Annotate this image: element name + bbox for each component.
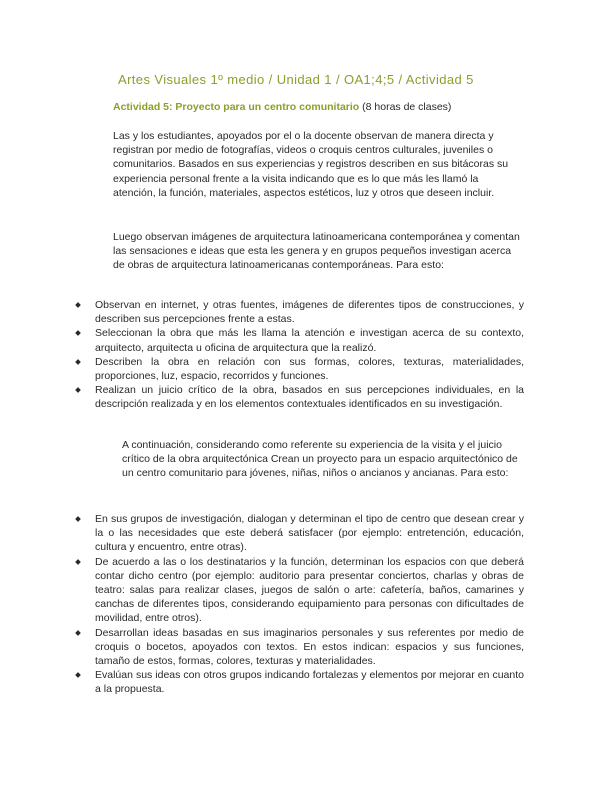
research-steps-list [95,298,524,412]
project-steps-list [95,512,524,697]
bullet-icon [75,516,81,522]
activity-hours: (8 horas de clases) [359,101,452,113]
list-item: De acuerdo a las o los destinatarios y la función, determinan los espacios con que deberá contar dicho centro (por ejemplo: auditorio para presentar conciertos, charlas y obras de teatro: salas para realizar clases, juegos de salón o arte: cafetería, baños, camarines y canchas de diferentes tipos, considerando equipamiento para personas con dificultades de movilidad, entre otros). [95,555,524,626]
list-item: Describen la obra en relación con sus formas, colores, texturas, materialidades, proporciones, luz, espacio, recorridos y funciones. [95,355,524,383]
list-item: Desarrollan ideas basadas en sus imaginarios personales y sus referentes por medio de croquis o bocetos, apoyados con textos. En estos indican: espacios y sus funciones, tamaño de estos, formas, colores, texturas y materialidades. [95,626,524,669]
list-item: Seleccionan la obra que más les llama la atención e investigan acerca de su contexto, arquitecto, arquitecta u oficina de arquitectura que la realizó. [95,326,524,354]
paragraph-intro: Las y los estudiantes, apoyados por el o la docente observan de manera directa y registran por medio de fotografías, videos o croquis centros culturales, juveniles o comunitarios. Basados en sus experiencias y registros describen en sus bitácoras su experiencia personal frente a la visita indicando que es lo que más les llamó la atención, la función, materiales, aspectos estéticos, luz y otros que deseen incluir. [113,130,509,199]
bullet-icon [75,302,81,308]
paragraph-project: A continuación, considerando como referente su experiencia de la visita y el juicio crítico de la obra arquitectónica Crean un proyecto para un espacio arquitectónico de un centro comunitario para jóvenes, niñas, niños o ancianos y ancianas. Para esto: [122,439,518,480]
bullet-icon [75,630,81,636]
page-title: Artes Visuales 1º medio / Unidad 1 / OA1;4;5 / Actividad 5 [118,72,474,87]
list-item: Realizan un juicio crítico de la obra, basados en sus percepciones individuales, en la descripción realizada y en los elementos contextuales identificados en su investigación. [95,383,524,411]
activity-title: Actividad 5: Proyecto para un centro comunitario [113,101,360,113]
paragraph-research: Luego observan imágenes de arquitectura latinoamericana contemporánea y comentan las sensaciones e ideas que esta les genera y en grupos pequeños investigan acerca de obras de arquitectura latinoamericanas contemporáneas. Para esto: [113,231,520,272]
list-item: En sus grupos de investigación, dialogan y determinan el tipo de centro que desean crear y la o las necesidades que este deberá satisfacer (por ejemplo: entretención, educación, cultura y encuentro, entre otras). [95,512,524,555]
bullet-icon [75,387,81,393]
activity-heading [113,101,451,113]
bullet-icon [75,672,81,678]
bullet-icon [75,359,81,365]
bullet-icon [75,331,81,337]
bullet-icon [75,559,81,565]
list-item: Evalúan sus ideas con otros grupos indicando fortalezas y elementos por mejorar en cuanto a la propuesta. [95,668,524,696]
list-item: Observan en internet, y otras fuentes, imágenes de diferentes tipos de construcciones, y describen sus percepciones frente a estas. [95,298,524,326]
